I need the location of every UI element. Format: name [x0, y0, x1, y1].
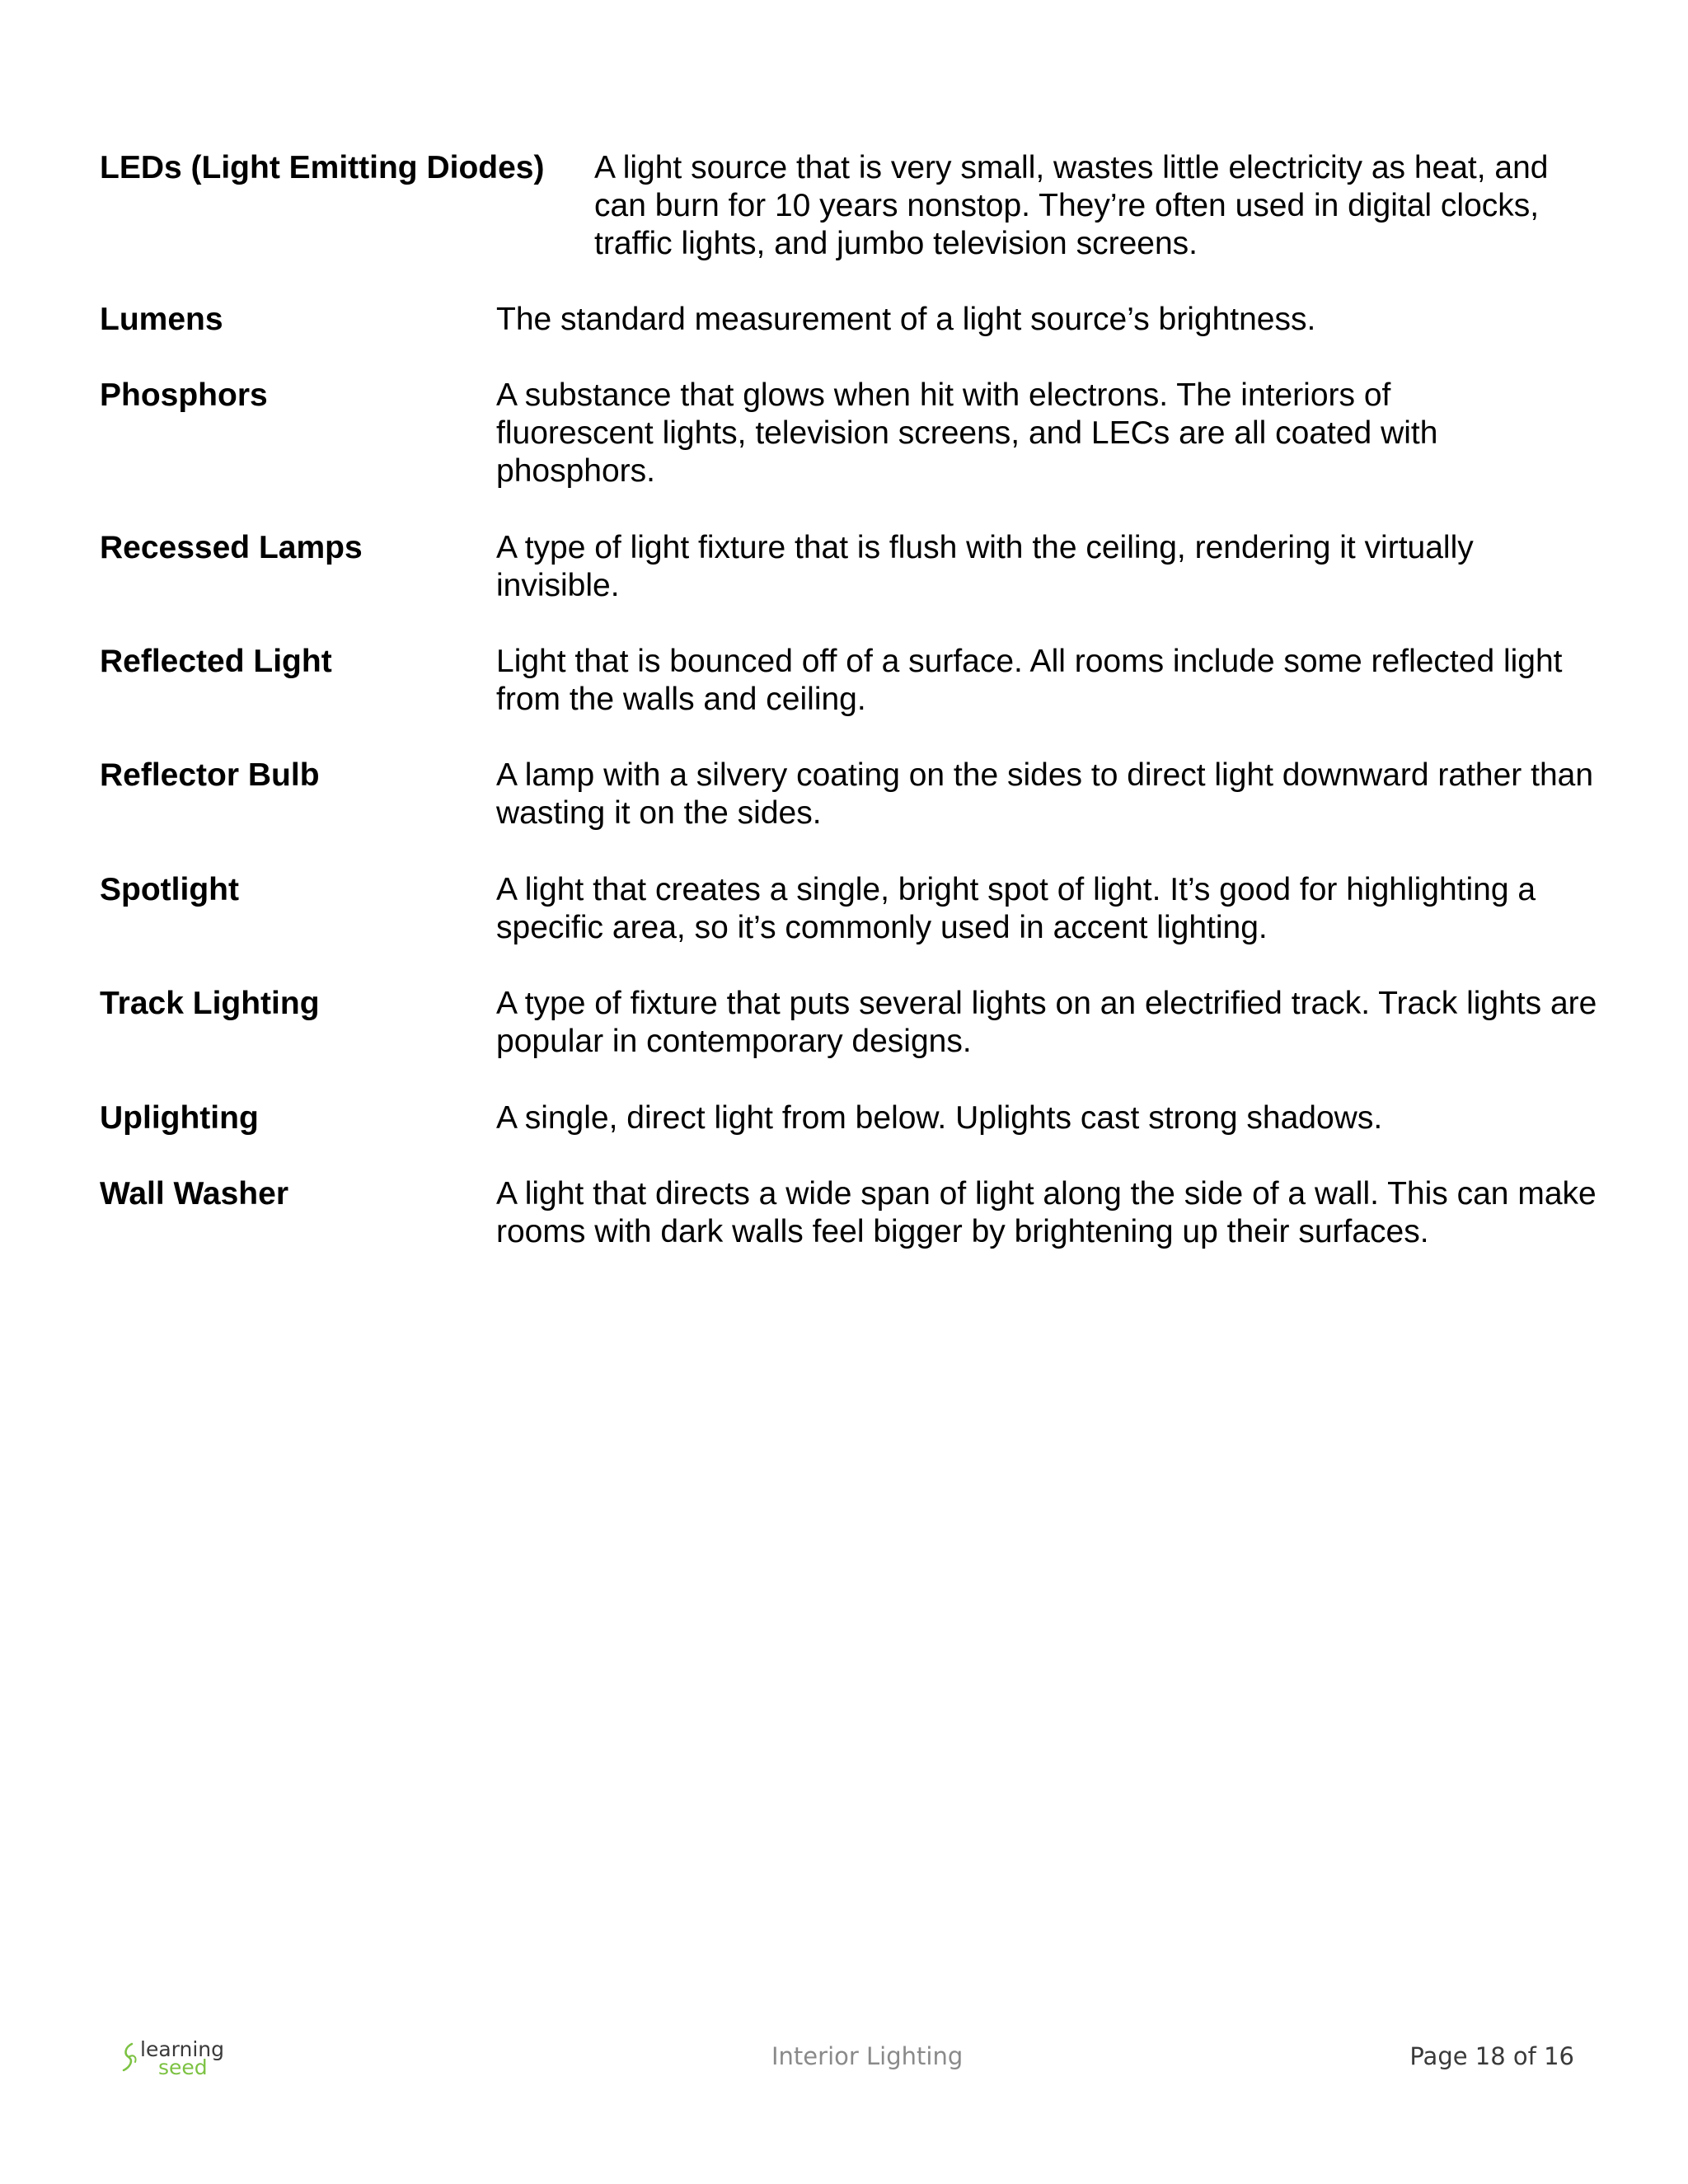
glossary-definition: A light source that is very small, wastes little electricity as heat, and can burn for 10 years nonstop. They’re often used in digital clocks, traffic lights, and jumbo television screens.: [594, 150, 1549, 261]
glossary-definition: A light that directs a wide span of light along the side of a wall. This can make rooms with dark walls feel bigger by brightening up their surfaces.: [496, 1176, 1597, 1249]
glossary-term: Wall Washer: [100, 1176, 288, 1212]
glossary-definition: A lamp with a silvery coating on the sides to direct light downward rather than wasting it on the sides.: [496, 757, 1594, 831]
glossary-term: Reflected Light: [100, 644, 332, 679]
glossary-definition: Light that is bounced off of a surface. All rooms include some reflected light from the walls and ceiling.: [496, 644, 1563, 717]
glossary-term: LEDs (Light Emitting Diodes): [100, 150, 545, 185]
glossary-term: Lumens: [100, 302, 223, 337]
logo-text-seed: seed: [158, 2055, 208, 2079]
glossary-term: Spotlight: [100, 872, 239, 907]
logo-text-learning: learning: [140, 2037, 224, 2061]
glossary-definition: A type of light fixture that is flush with the ceiling, rendering it virtually invisible.: [496, 530, 1474, 603]
glossary-definition: The standard measurement of a light source’s brightness.: [496, 302, 1316, 337]
glossary-term: Recessed Lamps: [100, 530, 363, 565]
glossary-term: Uplighting: [100, 1100, 259, 1136]
glossary-term: Reflector Bulb: [100, 757, 320, 793]
glossary-definition: A substance that glows when hit with electrons. The interiors of fluorescent lights, television screens, and LECs are all coated with phosphors.: [496, 377, 1438, 489]
page-number: Page 18 of 16: [1409, 2042, 1574, 2070]
glossary-term: Track Lighting: [100, 986, 320, 1021]
glossary-term: Phosphors: [100, 377, 268, 413]
leaf-icon: [120, 2042, 140, 2075]
glossary-definition: A type of fixture that puts several lights on an electrified track. Track lights are popular in contemporary designs.: [496, 986, 1597, 1059]
document-title: Interior Lighting: [771, 2042, 964, 2070]
glossary-definition: A light that creates a single, bright spot of light. It’s good for highlighting a specific area, so it’s commonly used in accent lighting.: [496, 872, 1536, 945]
glossary-definition: A single, direct light from below. Uplights cast strong shadows.: [496, 1100, 1383, 1136]
learning-seed-logo: [120, 2039, 227, 2080]
